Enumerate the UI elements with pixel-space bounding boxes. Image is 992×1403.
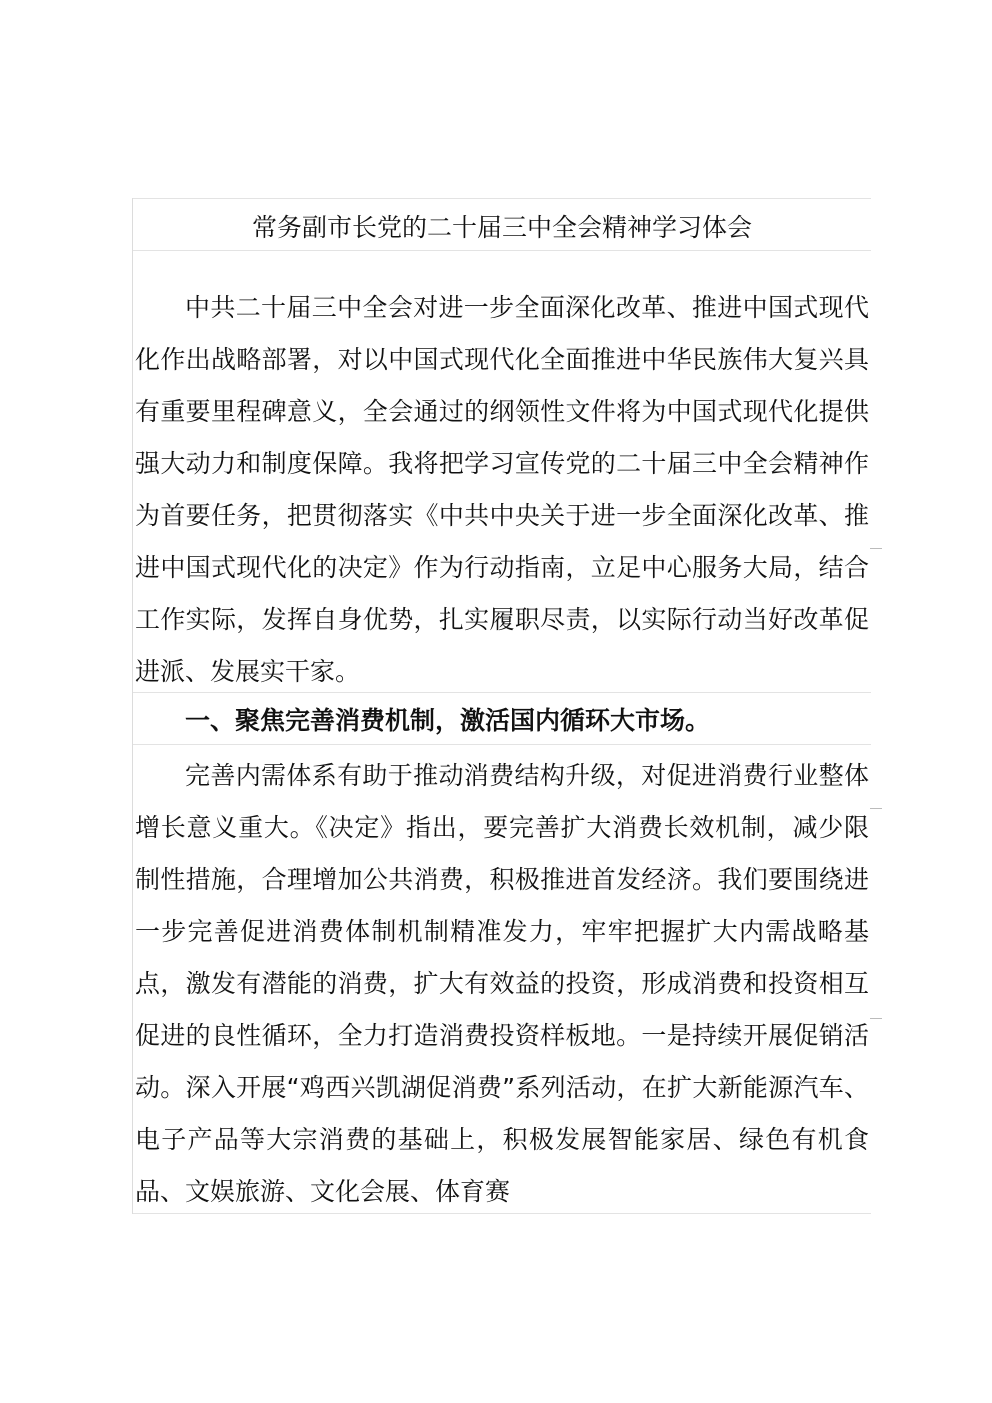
table-border-bottom <box>133 1213 871 1214</box>
document-page <box>132 198 871 1214</box>
section-paragraph: 完善内需体系有助于推动消费结构升级，对促进消费行业整体增长意义重大。《决定》指出，要完善扩大消费长效机制，减少限制性措施，合理增加公共消费，积极推进首发经济。我们要围绕进一步完善促进消费体制机制精准发力，牢牢把握扩大内需战略基点，激发有潜能的消费，扩大有效益的投资，形成消费和投资相互促进的良性循环，全力打造消费投资样板地。一是持续开展促销活动。深入开展“鸡西兴凯湖促消费”系列活动，在扩大新能源汽车、电子产品等大宗消费的基础上，积极发展智能家居、绿色有机食品、文娱旅游、文化会展、体育赛 <box>135 761 869 1206</box>
title-divider <box>133 250 871 251</box>
margin-tick <box>870 1018 882 1019</box>
document-title: 常务副市长党的二十届三中全会精神学习体会 <box>251 213 752 242</box>
intro-paragraph: 中共二十届三中全会对进一步全面深化改革、推进中国式现代化作出战略部署，对以中国式现代化全面推进中华民族伟大复兴具有重要里程碑意义，全会通过的纲领性文件将为中国式现代化提供强大动力和制度保障。我将把学习宣传党的二十届三中全会精神作为首要任务，把贯彻落实《中共中央关于进一步全面深化改革、推进中国式现代化的决定》作为行动指南，立足中心服务大局，结合工作实际，发挥自身优势，扎实履职尽责，以实际行动当好改革促进派、发展实干家。 <box>135 293 869 686</box>
heading-divider <box>133 744 871 745</box>
margin-tick <box>870 808 882 809</box>
margin-tick <box>870 548 882 549</box>
section-heading: 一、聚焦完善消费机制，激活国内循环大市场。 <box>185 706 711 735</box>
table-border-top <box>133 198 871 199</box>
paragraph-divider <box>133 692 871 693</box>
